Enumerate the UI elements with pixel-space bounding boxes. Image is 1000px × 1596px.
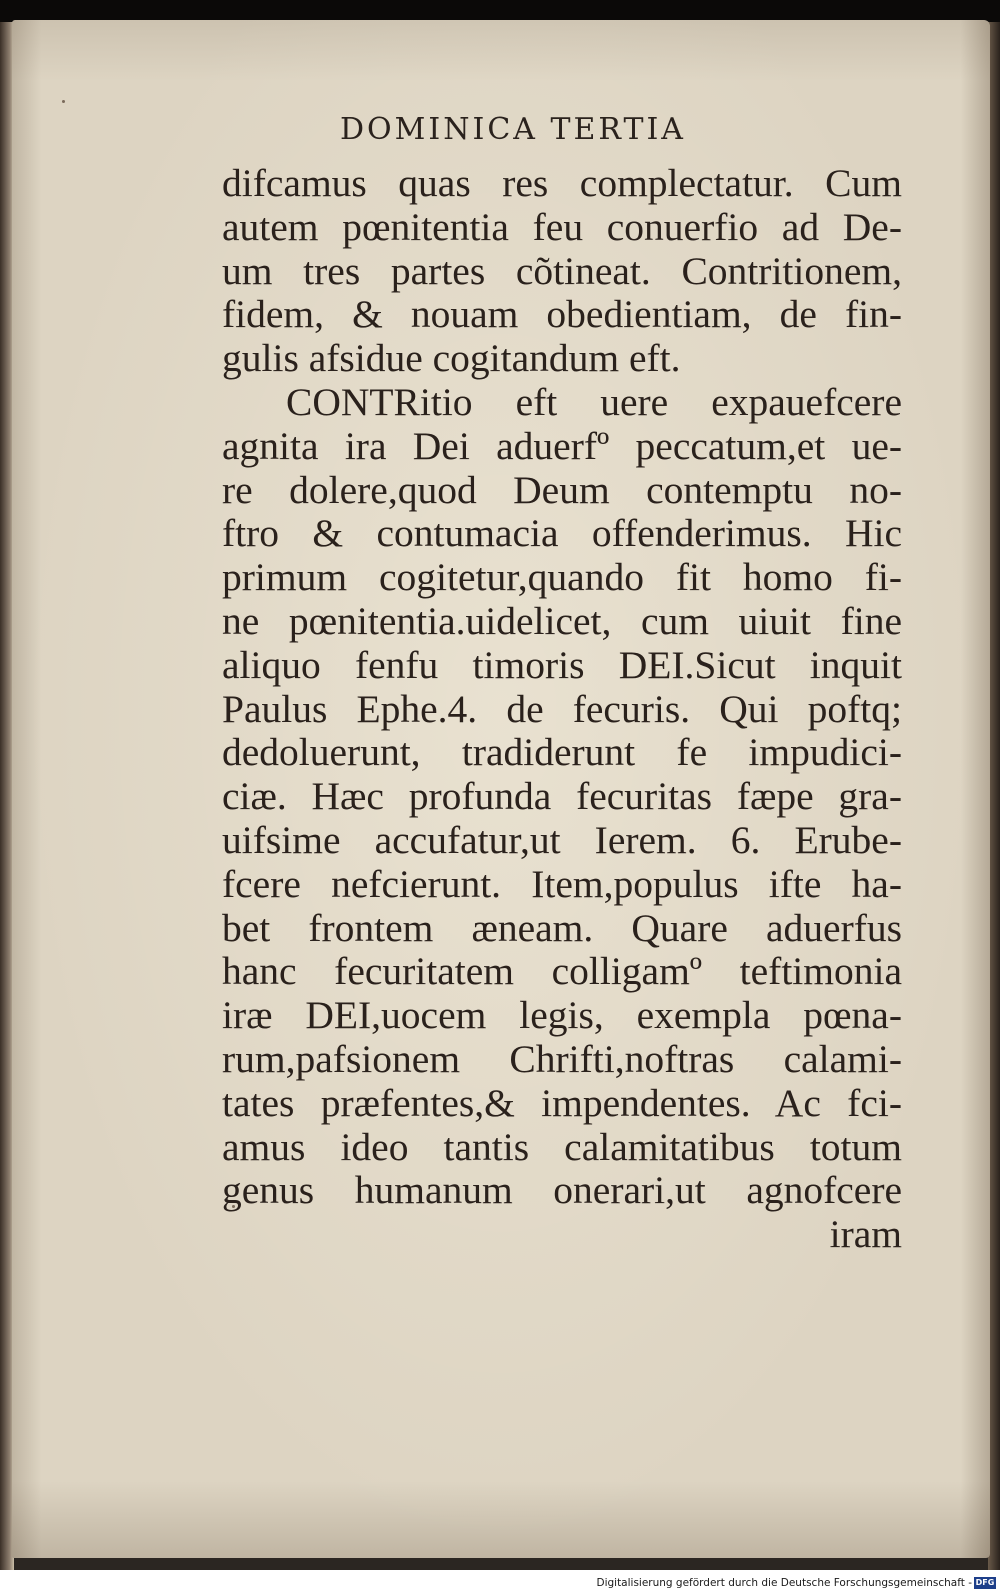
text-line: um tres partes cõtineat. Contritionem, (222, 248, 902, 293)
text-line: fcere nefcierunt. Item,populus ifte ha- (222, 861, 902, 906)
text-line: ciæ. Hæc profunda fecuritas fæpe gra- (222, 774, 902, 819)
text-line: iræ DEI,uocem legis, exempla pœna- (222, 993, 902, 1038)
catchword: iram (829, 1212, 902, 1257)
dfg-logo: DFG (975, 1578, 995, 1587)
text-line: uifsime accufatur,ut Ierem. 6. Erube- (222, 817, 902, 862)
text-line: agnita ira Dei aduerfº peccatum,et ue- (222, 423, 902, 468)
text-line: tates præfentes,& impendentes. Ac fci- (222, 1080, 902, 1125)
body-text (222, 162, 902, 1257)
text-line: autem pœnitentia feu conuerfio ad De- (222, 204, 902, 249)
text-line: fidem, & nouam obedientiam, de fin- (222, 292, 902, 337)
text-line: rum,pafsionem Chrifti,noftras calami- (222, 1036, 902, 1081)
text-line: ne pœnitentia.uidelicet, cum uiuit fine (222, 598, 902, 643)
text-line: ftro & contumacia offenderimus. Hic (222, 511, 902, 556)
text-line: difcamus quas res complectatur. Cum (222, 161, 902, 205)
text-line: bet frontem æneam. Quare aduerfus (222, 905, 902, 950)
text-line: Paulus Ephe.4. de fecuris. Qui poftq; (222, 686, 902, 731)
running-head: DOMINICA TERTIA (340, 112, 686, 147)
text-line: hanc fecuritatem colligamº teftimonia (222, 949, 902, 994)
text-line: gulis afsidue cogitandum eft. (222, 336, 681, 381)
text-line: aliquo fenfu timoris DEI.Sicut inquit (222, 642, 902, 687)
text-line: genus humanum onerari,ut agnofcere (222, 1168, 902, 1213)
paper-speck (62, 100, 65, 103)
text-line: re dolere,quod Deum contemptu no- (222, 467, 902, 512)
text-line: amus ideo tantis calamitatibus totum (222, 1124, 902, 1169)
text-line: dedoluerunt, tradiderunt fe impudici- (222, 730, 902, 775)
text-line: primum cogitetur,quando fit homo fi- (222, 555, 902, 600)
text-line: CONTRitio eft uere expauefcere (286, 379, 902, 424)
footer-credit: Digitalisierung gefördert durch die Deutsche Forschungsgemeinschaft - (596, 1577, 972, 1589)
scan-top-edge (0, 0, 1000, 22)
